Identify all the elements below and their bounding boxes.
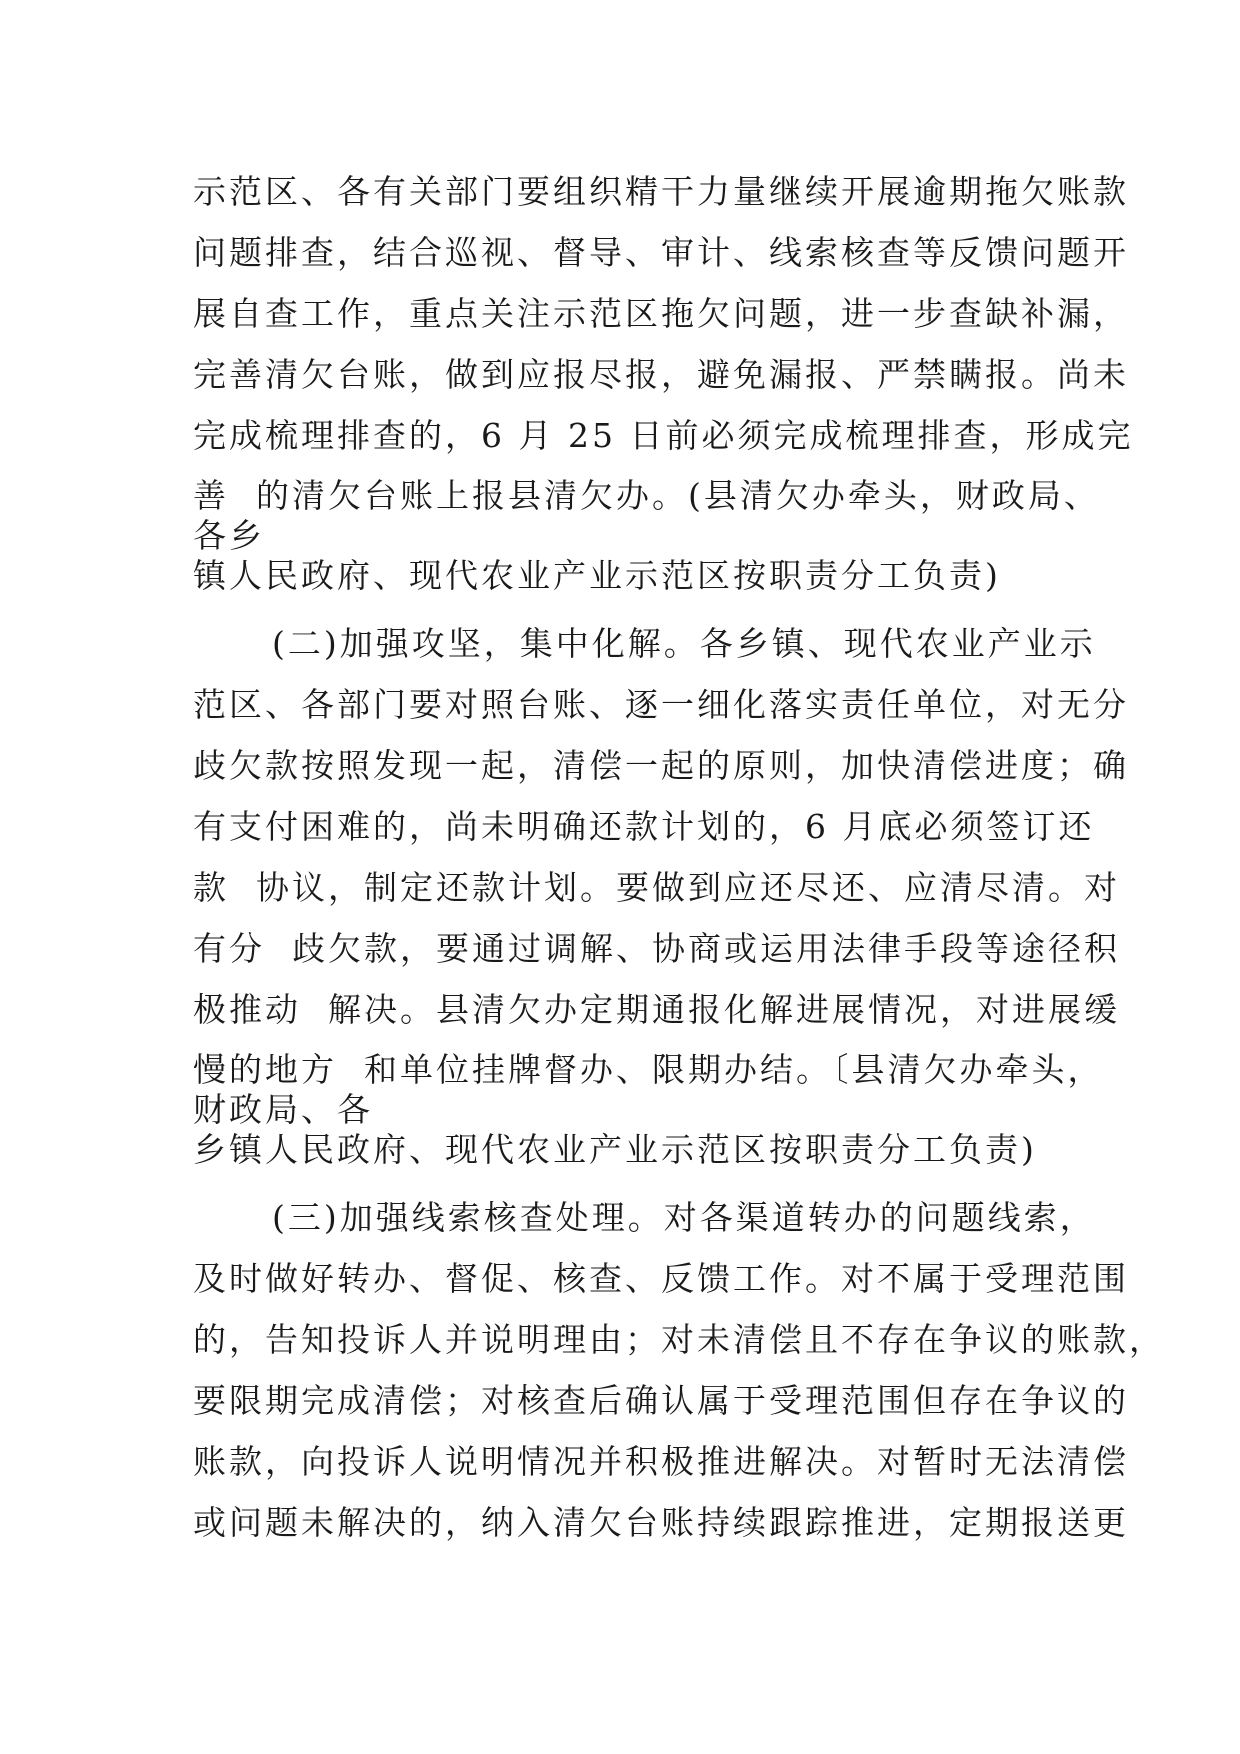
text-line: 乡镇人民政府、现代农业产业示范区按职责分工负责) [193, 1130, 1037, 1169]
text-line: 或问题未解决的，纳入清欠台账持续跟踪推进，定期报送更 [193, 1503, 1129, 1542]
text-line: 的，告知投诉人并说明理由；对未清偿且不存在争议的账款， [193, 1320, 1165, 1359]
text-line: 完善清欠台账，做到应报尽报，避免漏报、严禁瞒报。尚未 [193, 355, 1129, 394]
text-line: 有支付困难的，尚未明确还款计划的，6 月底必须签订还 [193, 807, 1095, 846]
text-line: 及时做好转办、督促、核查、反馈工作。对不属于受理范围 [193, 1259, 1129, 1298]
text-line: 问题排查，结合巡视、督导、审计、线索核查等反馈问题开 [193, 233, 1129, 272]
text-line: 歧欠款按照发现一起，清偿一起的原则，加快清偿进度；确 [193, 746, 1129, 785]
text-line: 财政局、各 [193, 1090, 373, 1129]
text-line: 完成梳理排查的，6 月 25 日前必须完成梳理排查，形成完 [193, 416, 1134, 455]
text-line: 镇人民政府、现代农业产业示范区按职责分工负责) [193, 556, 1001, 595]
text-line: 款 协议，制定还款计划。要做到应还尽还、应清尽清。对 [193, 868, 1120, 907]
text-line: 极推动 解决。县清欠办定期通报化解进展情况，对进展缓 [193, 990, 1120, 1029]
text-line: 展自查工作，重点关注示范区拖欠问题，进一步查缺补漏， [193, 294, 1129, 333]
section-heading-line: (二)加强攻坚，集中化解。各乡镇、现代农业产业示 [272, 624, 1096, 663]
text-line: 有分 歧欠款，要通过调解、协商或运用法律手段等途径积 [193, 929, 1120, 968]
text-line: 示范区、各有关部门要组织精干力量继续开展逾期拖欠账款 [193, 172, 1129, 211]
text-line: 善 的清欠台账上报县清欠办。(县清欠办牵头，财政局、 [193, 476, 1100, 515]
text-line: 慢的地方 和单位挂牌督办、限期办结。〔县清欠办牵头， [193, 1050, 1104, 1089]
section-heading-line: (三)加强线索核查处理。对各渠道转办的问题线索， [272, 1198, 1096, 1237]
text-line: 各乡 [193, 516, 265, 555]
text-line: 账款，向投诉人说明情况并积极推进解决。对暂时无法清偿 [193, 1442, 1129, 1481]
text-line: 要限期完成清偿；对核查后确认属于受理范围但存在争议的 [193, 1381, 1129, 1420]
text-line: 范区、各部门要对照台账、逐一细化落实责任单位，对无分 [193, 685, 1129, 724]
